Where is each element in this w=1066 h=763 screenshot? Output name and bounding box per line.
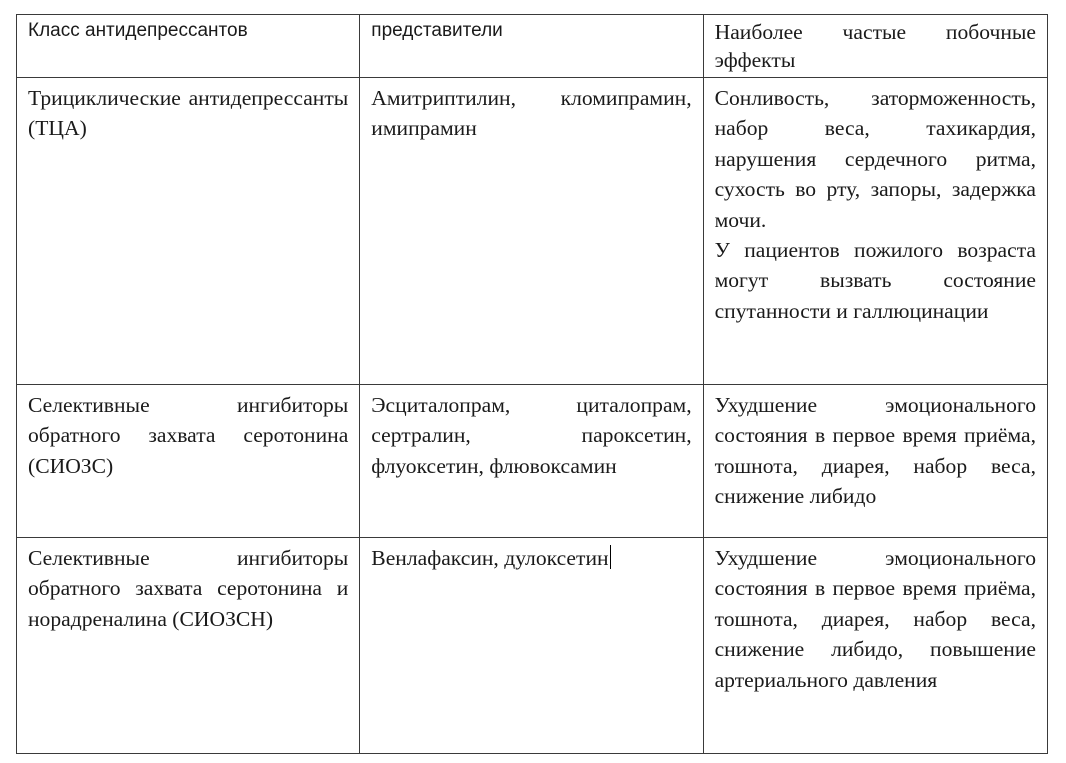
representatives-text: Амитриптилин, кломипрамин, имипрамин [371,86,692,141]
class-name-text: Селективные ингибиторы обратного захвата серотонина (СИОЗС) [28,393,349,478]
side-effects-paragraph: Ухудшение эмоционального состояния в первое время приёма, тошнота, диарея, набор веса, снижение либидо [714,393,1036,509]
class-name-text: Трициклические антидепрессанты (ТЦА) [28,86,349,141]
cell-side-effects-snri[interactable] [703,538,1047,754]
cell-class-tca[interactable] [17,78,360,385]
table-header-row [17,15,1048,78]
side-effects-paragraph: Сонливость, заторможенность, набор веса, тахикардия, нарушения сердечного ритма, сухость во рту, запоры, задержка мочи. [714,86,1036,232]
cell-class-ssri[interactable] [17,385,360,538]
header-representatives-label: представители [371,20,503,41]
representatives-text: Эсциталопрам, циталопрам, сертралин, пароксетин, флуоксетин, флювоксамин [371,393,692,478]
table-row [17,385,1048,538]
side-effects-paragraph: Ухудшение эмоционального состояния в первое время приёма, тошнота, диарея, набор веса, снижение либидо, повышение артериального давления [714,546,1036,692]
header-side-effects-label: Наиболее частые побочные эффекты [714,20,1036,72]
text-cursor [610,545,611,569]
cell-side-effects-tca[interactable] [703,78,1047,385]
class-name-text: Селективные ингибиторы обратного захвата серотонина и норадреналина (СИОЗСН) [28,546,349,631]
header-class-label: Класс антидепрессантов [28,20,248,41]
header-cell-side-effects[interactable] [703,15,1047,78]
side-effects-paragraph: У пациентов пожилого возраста могут вызвать состояние спутанности и галлюцинации [714,238,1036,323]
cell-representatives-ssri[interactable] [360,385,703,538]
representatives-text: Венлафаксин, дулоксетин [371,546,609,570]
cell-class-snri[interactable] [17,538,360,754]
header-cell-class[interactable] [17,15,360,78]
representatives-paragraph [371,543,691,573]
cell-representatives-snri[interactable] [360,538,703,754]
table-row [17,78,1048,385]
antidepressants-table [16,14,1048,754]
cell-representatives-tca[interactable] [360,78,703,385]
header-cell-representatives[interactable] [360,15,703,78]
table-row [17,538,1048,754]
cell-side-effects-ssri[interactable] [703,385,1047,538]
